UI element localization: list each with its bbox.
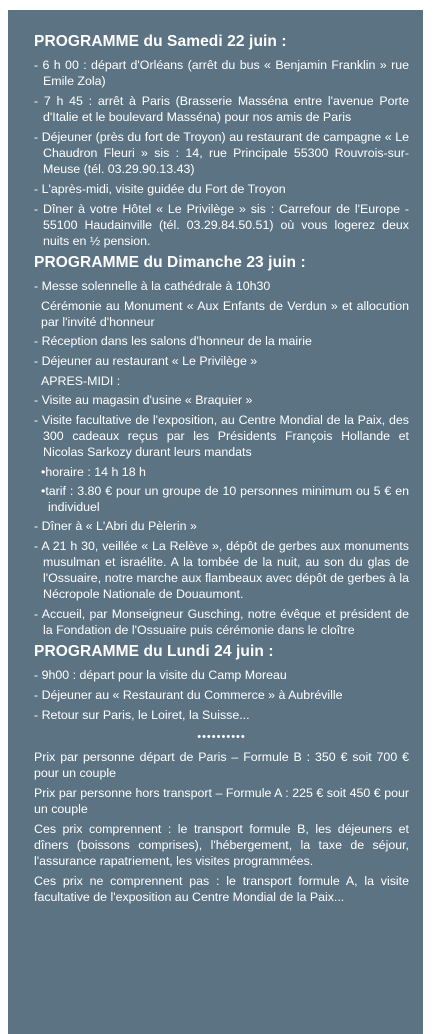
- list-item: Cérémonie au Monument « Aux Enfants de Verdun » et allocution par l'invité d'honneur: [41, 299, 409, 329]
- list-item: - L'après-midi, visite guidée du Fort de Troyon: [34, 181, 409, 197]
- list-item: - 9h00 : départ pour la visite du Camp Moreau: [34, 667, 409, 683]
- saturday-list: [34, 57, 409, 249]
- list-item: - Visite au magasin d'usine « Braquier »: [34, 392, 409, 408]
- list-item: - Accueil, par Monseigneur Gusching, notre évêque et président de la Fondation de l'Ossuaire puis cérémonie dans le cloître: [34, 606, 409, 638]
- monday-list: [34, 667, 409, 723]
- sunday-heading: PROGRAMME du Dimanche 23 juin :: [34, 254, 306, 271]
- list-item: - Retour sur Paris, le Loiret, la Suisse...: [34, 707, 409, 723]
- price-excluded: Ces prix ne comprennent pas : le transport formule A, la visite facultative de l'exposition au Centre Mondial de la Paix...: [34, 874, 409, 904]
- list-item: - Dîner à « L'Abri du Pèlerin »: [34, 518, 409, 534]
- price-included: Ces prix comprennent : le transport formule B, les déjeuners et dîners (boissons comprises), l'hébergement, la taxe de séjour, l'assurance rapatriement, les visites programmées.: [34, 822, 409, 868]
- list-item: - Réception dans les salons d'honneur de la mairie: [34, 333, 409, 349]
- separator: ••••••••••: [197, 731, 246, 743]
- list-item: - Dîner à votre Hôtel « Le Privilège » sis : Carrefour de l'Europe - 55100 Haudainville (tél. 03.29.84.50.51) où vous logerez deux nuits en ½ pension.: [34, 201, 409, 249]
- list-item: • horaire : 14 h 18 h: [34, 464, 409, 480]
- list-item: - Visite facultative de l'exposition, au Centre Mondial de la Paix, des 300 cadeaux reçus par les Présidents François Hollande et Nicolas Sarkozy durant leurs mandats: [34, 412, 409, 460]
- price-formula-b: Prix par personne départ de Paris – Formule B : 350 € soit 700 € pour un couple: [34, 750, 409, 780]
- list-item: - Déjeuner (près du fort de Troyon) au restaurant de campagne « Le Chaudron Fleuri » sis : 14, rue Principale 55300 Rouvrois-sur-Meuse (tél. 03.29.90.13.43): [34, 129, 409, 177]
- section-label: APRES-MIDI :: [41, 374, 121, 388]
- saturday-heading: PROGRAMME du Samedi 22 juin :: [34, 33, 287, 50]
- list-item: - Déjeuner au restaurant « Le Privilège »: [34, 353, 409, 369]
- sunday-list: [34, 278, 409, 638]
- list-item: - 7 h 45 : arrêt à Paris (Brasserie Masséna entre l'avenue Porte d'Italie et le boulevard Masséna) pour nos amis de Paris: [34, 93, 409, 125]
- list-item: - A 21 h 30, veillée « La Relève », dépôt de gerbes aux monuments musulman et israélite. A la tombée de la nuit, au son du glas de l'Ossuaire, notre marche aux flambeaux avec dépôt de gerbes à la Nécropole Nationale de Douaumont.: [34, 538, 409, 602]
- price-formula-a: Prix par personne hors transport – Formule A : 225 € soit 450 € pour un couple: [34, 786, 409, 816]
- list-item: - 6 h 00 : départ d'Orléans (arrêt du bus « Benjamin Franklin » rue Emile Zola): [34, 57, 409, 89]
- list-item: - Messe solennelle à la cathédrale à 10h30: [34, 278, 409, 294]
- program-flyer: [8, 10, 423, 1034]
- list-item: - Déjeuner au « Restaurant du Commerce » à Aubréville: [34, 687, 409, 703]
- monday-heading: PROGRAMME du Lundi 24 juin :: [34, 643, 274, 660]
- list-item: • tarif : 3.80 € pour un groupe de 10 personnes minimum ou 5 € en individuel: [34, 483, 409, 515]
